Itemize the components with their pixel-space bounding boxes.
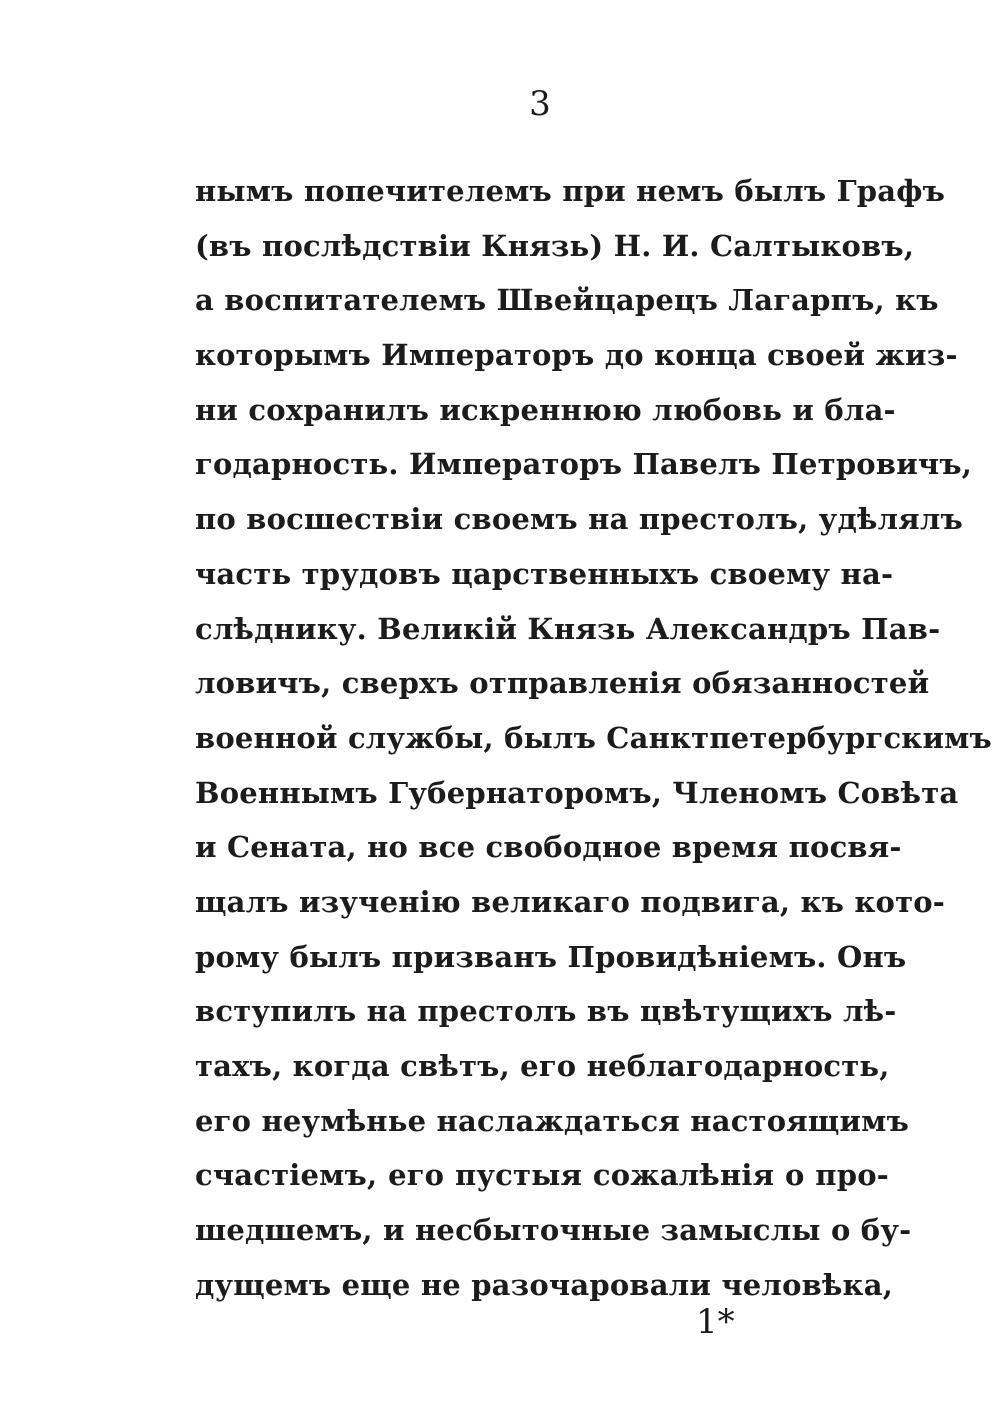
text-line: военной службы, былъ Санктпетербургскимъ xyxy=(195,720,992,755)
text-line: слѣднику. Великій Князь Александръ Пав- xyxy=(195,611,941,646)
text-line: которымъ Императоръ до конца своей жиз- xyxy=(195,338,958,373)
text-line: шедшемъ, и несбыточные замыслы о бу- xyxy=(195,1213,912,1248)
text-line: по восшествіи своемъ на престолъ, удѣлялъ xyxy=(195,502,963,537)
text-line: тахъ, когда свѣтъ, его неблагодарность, xyxy=(195,1049,890,1083)
text-line: нымъ попечителемъ при немъ былъ Графъ xyxy=(195,174,946,208)
text-line: рому былъ призванъ Провидѣніемъ. Онъ xyxy=(195,939,907,974)
body-text xyxy=(195,164,992,1312)
text-line: его неумѣнье наслаждаться настоящимъ xyxy=(195,1103,910,1138)
page-number: 3 xyxy=(529,84,551,124)
text-line: (въ послѣдствіи Князь) Н. И. Салтыковъ, xyxy=(195,228,915,263)
text-line: а воспитателемъ Швейцарецъ Лагарпъ, къ xyxy=(195,283,939,318)
text-line: ловичъ, сверхъ отправленія обязанностей xyxy=(195,666,930,701)
text-line: щалъ изученію великаго подвига, къ кото- xyxy=(195,884,946,919)
text-line: вступилъ на престолъ въ цвѣтущихъ лѣ- xyxy=(195,994,897,1029)
text-line: Военнымъ Губернаторомъ, Членомъ Совѣта xyxy=(195,775,959,810)
text-line: и Сената, но все свободное время посвя- xyxy=(195,830,902,865)
text-line: часть трудовъ царственныхъ своему на- xyxy=(195,556,894,591)
text-line: годарность. Императоръ Павелъ Петровичъ, xyxy=(195,447,973,482)
text-line: ни сохранилъ искреннюю любовь и бла- xyxy=(195,392,896,427)
text-line: счастіемъ, его пустыя сожалѣнія о про- xyxy=(195,1158,889,1193)
text-line: дущемъ еще не разочаровали человѣка, xyxy=(195,1267,893,1302)
signature-mark: 1* xyxy=(696,1302,735,1342)
